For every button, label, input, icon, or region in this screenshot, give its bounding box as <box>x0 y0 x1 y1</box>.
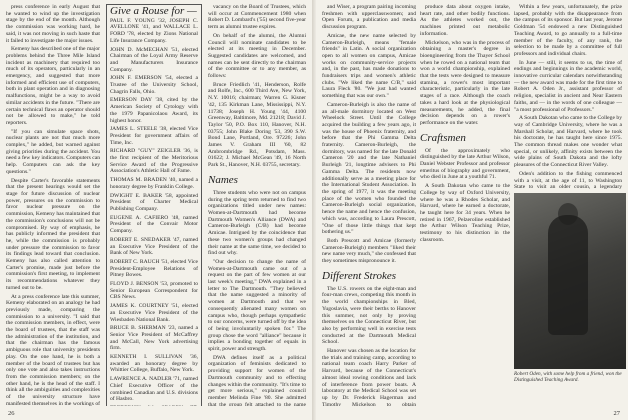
paragraph: Mickelson, who was in the process of obtaining a master's degree in bioengineering from the Thayer School when he rowed on a national team that won a world championship, explained that the tests were designed to measure stamina, a rower's most important characteristic, particularly in the late stages of a race. Although the coach takes a hard look at the physiological measurements, he added, the final decision depends on a rower's performance on the water. <box>420 39 510 126</box>
paragraph: Amicae, the new name selected by Cameron-Burleigh, means "female friends" in Latin. A social organization open to all women on campus, Amicae works on community-service projects and, in the past, has made donations to fundraisers trips and women's athletic clubs. "We liked the name C/B," said Laura Fleck '80. "We just had wanted something that was our own." <box>322 32 416 100</box>
paragraph: At a press conference late this summer, Kemeny elaborated on an analogy he had previously made, comparing the commission to a university. "I said that the commission members, in effect, were the board of trustees, that the staff was the administration of the institution, and that the chairman has the famous ambiguous role that university presidents play. On the one hand, he is both a member of the board of trustees but has only one vote and also takes instructions from the commission members; on the other hand, he is the head of the staff. I think all the ambiguities and complexities of the university structure have manifested themselves in the workings of <box>6 293 100 406</box>
list-item: RICHARD "GUY" ZEIGLER '36, is the first recipient of the Meritorious Service Award of the Progressive Association's Athletic Hall of Fame. <box>110 148 198 175</box>
list-item: ROBERT C. RAUCH '51, elected Vice President-Employee Relations of Pitney Bowes. <box>110 258 198 279</box>
list-item: ROBERT E. SNEDAKER '47, named an Executive Vice President of the Bank of New York. <box>110 236 198 257</box>
paragraph: Of the approximately who distinguished by the late Arthur Wilson, Daniel Webster Professor and professor emeritus of biography and government, who died in June at a youthful 71. <box>420 147 510 181</box>
portrait-photo <box>514 193 626 369</box>
heading-craftsmen: Craftsmen <box>420 131 466 144</box>
paragraph: "If you can simulate space shots, nuclear plants are not that much more complex," he added, but warned against giving priorities during the accident. You need a few key indicators. Computers can help. Computers can ask the key questions." <box>6 128 100 175</box>
paragraph: Three students who were not on campus during the spring term returned to find two organizations titled under new names: Women-at-Dartmouth had become Dartmouth Women's Alliance (DWA) and Cameron-Burleigh (C/B) had become Amicae. Intrigued by the coincidence that these two women's groups had changed their name at the same time, we decided to find out why. <box>208 189 306 257</box>
list-item <box>110 405 198 406</box>
right-page <box>316 0 628 420</box>
paragraph: produce data about oxygen intake, heart rate, and other bodily functions. As the athletes worked out, the machines printed out metabolic information. <box>420 4 510 37</box>
paragraph: vacancy on the Board of Trustees, which will occur at Commencement 1980 when Robert D. Lombard's ('55) second five-year term as alumni trustee expires. <box>208 4 306 31</box>
paragraph: Kemeny has described one of the major problems behind the Three Mile Island incident as machinery that required too much of its operators, particularly in an emergency, and suggested that more informed and efficient use of computers, both in plant operation and in diagnosing malfunctions, might be a way to avoid similar accidents in the future. "There are certain technical flaws an operator should not be allowed to make," he told reporters. <box>6 46 100 126</box>
give-a-rouse-box <box>106 4 202 406</box>
paragraph: DWA defines itself as a political organization of feminists dedicated to providing support for women of the Dartmouth community and to effecting changes within the community. "It's time to get more serious," explained council member Melinda Fine '80. She admitted that the group felt attached to the name <box>208 354 306 406</box>
list-item: DWIGHT E. BAKER '58, appointed President of Charter Medical Publishing Company. <box>110 192 198 212</box>
left-column-2 <box>106 4 202 406</box>
paragraph: Both Prescott and Amicae (formerly Cameron-Burleigh) members "liked their new name very much," she confessed that they sometimes mispronounce it. <box>322 237 416 265</box>
list-item: PAUL F. YOUNG '32, JOSEPH C. AVELLONE '41, and WALLACE L. FORD '78, elected by Zions National Life Insurance Company. <box>110 17 198 44</box>
paragraph: Bruce Friedlich '41, Henderson, Rolfe and Rolfe, Inc., 600 Third Ave, New York, N.Y. 10016; chairman; Warren G. Kisner '42, 135 Kirkman Lane, Mississippi, N.Y. 11738; Joseph H. Young '44, 4100 Greenway, Baltimore, Md. 21218; David J. Taylor '50, P.O. Box 110, Hanover, N.H. 03755; John Blake Doring '53, 390 S.W. Bond Lane, Portland, Ore. 97226; John James V. Graham III '60, 82 Ambrombridge Rd., Potsdam, Mass. 01622; J. Michael McGean '49, 16 North Park St., Hanover, N.H. 03755, secretary. <box>208 81 306 169</box>
list-item: JOHN F. EMERSON '54, elected a Trustee of the University School, Chagrin Falls, Ohio. <box>110 75 198 95</box>
paragraph: "Our decision to change the name of Women-at-Dartmouth came out of a request on the part of few women at our last week's meeting," DWA explained in a letter to The Dartmouth. "They believed that the name suggested a minority of women at Dartmouth and that we consequently alienated many women on campus who, though perhaps sympathetic to our concerns, were turned off by the idea of being involuntarily spoken for." The group chose the word "alliance" because it implies a bonding together of equals in spirit, power and strength. <box>208 258 306 353</box>
list-item: FLOYD J. BENSON '53, promoted to Senior European Correspondent for CBS News. <box>110 281 198 301</box>
list-item: THOMAS M. BRADEN '40, named a honorary degree by Franklin College. <box>110 177 198 190</box>
paragraph: On behalf of the alumni, the Alumni Council will nominate candidates to be elected at its meeting in December. Suggested candidates are welcomed, and names can be sent directly to the chairman of the committee or to any member, as follows: <box>208 32 306 80</box>
list-item: LAWRENCE A. NADLER '71, named Chief Executive Officer of the combined Canadian and U.S. divisions of Hasbro. <box>110 376 198 403</box>
paragraph: The U.S. rowers on the eight-man and four-man crews, competing this month in the world championships in Bled, Yugoslavia, were their berths to Hanover this summer, not only by proving themselves on the Connecticut River, but also by performing well in exercise tests conducted at the Dartmouth Medical School. <box>322 285 416 346</box>
list-item: EMERSON DAY '38, cited by the American Society of Cytology with the 1979 Papanicolaou Award, its highest honor. <box>110 97 198 124</box>
list-item: EUGENE A. CAFIERO '48, named President of the Convair Motor Company. <box>110 214 198 235</box>
list-item: JAMES K. COURTNEY '51, elected an Executive Vice President of the Wiesbaden National Bank. <box>110 303 198 323</box>
list-item: JAMES L. STEELE '38, elected Vice President for government affairs of Time, Inc. <box>110 126 198 146</box>
paragraph: press conference in early August that he wanted to wind up the investigation stage by the end of the month. Although the commission was working hard, he said, it was not moving in such haste that it failed to investigate the major issues. <box>6 4 100 44</box>
paragraph: A South Dakotan who came to the College by way of Cambridge University, where he was a Marshall Scholar, and Harvard, where he took his doctorate, he has taught here since 1975. The common thread makes one wonder what special, or unlikely, affinity exists between the wide plains of South Dakota and the lofty pleasures of the Connecticut River Valley. <box>514 115 622 169</box>
page-number-right: 27 <box>613 410 620 417</box>
page-number-left: 26 <box>8 410 15 417</box>
paragraph: Within a few years, unfortunately, the prize lapsed, probably with the disappearance from the campus of its sponsor. But last year, Jerome Goldman '54 endowed a new Distinguished Teaching Award, to go annually to a full-time member of the faculty, of any rank, the selection to be made by a committee of full professors and individual chairs. <box>514 4 622 57</box>
paragraph: Hanover was chosen as the location for the trials and training camp, according to national team coach Harry Parker of Harvard, because of the Connecticut's almost ideal rowing conditions and lack of interference from power boats. A laboratory at the Medical School was set up by Dr. Frederick Hagerman and Timothy Mickelson to obtain <box>322 348 416 406</box>
paragraph: In June — still, it seems to us, the time of endings and beginnings in the academic world, innovative curricular calendars notwithstanding — the new award was made for the first time to Robert A. Oden Jr., assistant professor of religion, specialist in ancient and Near Eastern faiths, and — in the words of one colleague — "a most professional of Professors." <box>514 59 622 113</box>
right-column-2 <box>420 4 510 406</box>
paragraph: A South Dakotan who came to the College by way of Oxford University, where he was a Rhodes Scholar, and Harvard, where he earned a doctorate, he taught here for 34 years. When he retired in 1967, Pelzeroline established the Arthur Wilson Teaching Prize, testimony to his distinction in the classroom. <box>420 183 510 243</box>
box-title: Give a Rouse for — <box>110 5 197 17</box>
heading-names: Names <box>208 173 238 186</box>
right-column-1 <box>322 4 416 406</box>
photo-caption: Robert Oden, with some help from a friend, won the Distinguished Teaching Award. <box>514 371 622 384</box>
paragraph: Despite Carter's favorable statements that the present hearings would set the stage for future discussion of nuclear power, pressures on the commission to favor nuclear pressure on the commission, Kemeny has maintained that the commission's conclusions will not be compromised. By way of emphasis, he has publicly informed the president that he, while the commission is probably under pressure the commission to favor its findings lead toward that conclusion. Kemeny has also called attention to Carter's promise, made just before the commission's first meeting, to implement its recommendations whatever they turned out to be. <box>6 177 100 291</box>
list-item: KENNETH I. SULLIVAN '36, awarded an honorary degree by Whittier College, Buffalo, New York. <box>110 354 198 374</box>
left-page <box>0 0 312 420</box>
photo-subject-figure <box>548 215 588 335</box>
left-column-3 <box>208 4 306 406</box>
paragraph: Oden's addition to the fishing commenced with a visit, at the age of 11, to Washington State to visit an older cousin, a legendary <box>514 170 622 190</box>
heading-different-strokes: Different Strokes <box>322 269 397 282</box>
paragraph: Cameron-Burleigh is also the name of an all-male dormitory located on West Wheelock Street. Until the College acquired the building a few years ago, it was the house of Phoenix fraternity, and before that the Phi Gamma Delta fraternity. Cameron-Burleigh, the dormitory, was named for the late Donald Cameron '20 and the late Nathaniel Burleigh '21, longtime advisers to Phi Gamma Delta. The residents now additionally serve as a meeting place for the International Student Association. In the spring of 1977, it was the meeting place of the women who founded the Cameron-Burleigh social organization, hence the name and hence the confusion, which was, according to Laura Prescott, "One of those little things that kept bothering us." <box>322 101 416 236</box>
right-column-3 <box>514 4 622 190</box>
list-item: JOHN D. McMECHAN '51, elected Chairman of the Loyal Army Reserve and Manufacturers Insurance Company. <box>110 46 198 73</box>
paragraph: and Wiser, a program pairing incoming freshmen with upperclasswomen; and Open Forum, a publication and media discussion program. <box>322 4 416 31</box>
left-column-1 <box>6 4 100 406</box>
list-item: BRUCE B. SHERMAN '23, named a Senior Vice President of McCaffrey and McCall, New York advertising firm. <box>110 325 198 352</box>
